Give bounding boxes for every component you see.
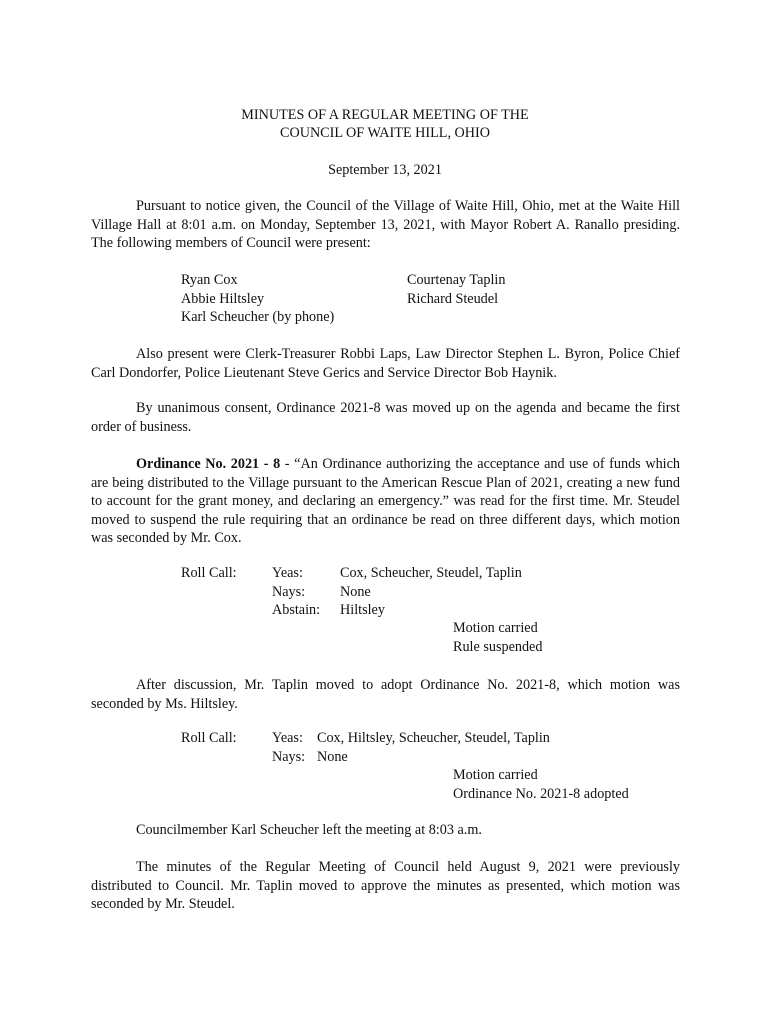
member-name: Abbie Hiltsley	[181, 290, 265, 307]
intro-paragraph: Pursuant to notice given, the Council of the Village of Waite Hill, Ohio, met at the Waite Hill Village Hall at 8:01 a.m. on Monday, September 13, 2021, with Mayor Robert A. Ranallo presiding. The following members of Council were present:	[91, 198, 680, 251]
ordinance-text: - “An Ordinance authorizing the acceptance and use of funds which are being distributed to the Village pursuant to the American Rescue Plan of 2021, creating a new fund to account for the grant money, and declaring an emergency.” was read for the first time. Mr. Steudel moved to suspend the rule requiring that an ordinance be read on three different days, which motion was seconded by Mr. Cox.	[91, 456, 680, 546]
nays-values: None	[317, 748, 348, 765]
title-line-2: COUNCIL OF WAITE HILL, OHIO	[279, 125, 491, 141]
meeting-date: September 13, 2021	[328, 162, 442, 178]
yeas-values: Cox, Scheucher, Steudel, Taplin	[340, 565, 522, 581]
ordinance-heading: Ordinance No. 2021 - 8	[136, 456, 281, 472]
also-present-paragraph: Also present were Clerk-Treasurer Robbi Laps, Law Director Stephen L. Byron, Police Chief Carl Dondorfer, Police Lieutenant Steve Gerics and Service Director Bob Haynik.	[91, 346, 680, 381]
roll-call-1-vote-labels	[272, 564, 320, 620]
member-name: Courtenay Taplin	[407, 272, 506, 288]
yeas-label: Yeas:	[272, 565, 303, 581]
roll-call-2-results	[453, 766, 629, 803]
roll-call-1-vote-values	[340, 564, 522, 620]
roll-call-2-vote-values	[317, 729, 550, 766]
roll-call-1-results	[453, 619, 542, 656]
members-right-column	[407, 271, 505, 308]
unanimous-consent-paragraph: By unanimous consent, Ordinance 2021-8 was moved up on the agenda and became the first order of business.	[91, 400, 680, 435]
roll-call-2-vote-labels	[272, 729, 305, 766]
result-motion-carried: Motion carried	[453, 620, 538, 636]
member-name: Richard Steudel	[407, 290, 499, 307]
member-name: Karl Scheucher (by phone)	[181, 309, 335, 325]
abstain-values: Hiltsley	[340, 602, 385, 618]
members-left-column	[181, 271, 334, 327]
nays-label: Nays:	[272, 748, 306, 765]
after-discussion-paragraph: After discussion, Mr. Taplin moved to adopt Ordinance No. 2021-8, which motion was seconded by Ms. Hiltsley.	[91, 677, 680, 712]
result-rule-suspended: Rule suspended	[453, 638, 543, 655]
nays-label: Nays:	[272, 583, 306, 600]
abstain-label: Abstain:	[272, 602, 321, 618]
nays-values: None	[340, 583, 371, 600]
ordinance-paragraph	[91, 455, 680, 548]
yeas-values: Cox, Hiltsley, Scheucher, Steudel, Taplin	[317, 730, 550, 746]
member-name: Ryan Cox	[181, 272, 238, 288]
roll-call-1-label: Roll Call:	[181, 565, 237, 581]
minutes-approval-paragraph: The minutes of the Regular Meeting of Council held August 9, 2021 were previously distributed to Council. Mr. Taplin moved to approve the minutes as presented, which motion was seconded by Mr. Steudel.	[91, 859, 680, 912]
scheucher-left-paragraph: Councilmember Karl Scheucher left the meeting at 8:03 a.m.	[136, 822, 482, 838]
roll-call-2-label: Roll Call:	[181, 730, 237, 746]
result-motion-carried: Motion carried	[453, 767, 538, 783]
yeas-label: Yeas:	[272, 730, 303, 746]
title-line-1: MINUTES OF A REGULAR MEETING OF THE	[241, 107, 529, 123]
result-ordinance-adopted: Ordinance No. 2021-8 adopted	[453, 785, 629, 802]
